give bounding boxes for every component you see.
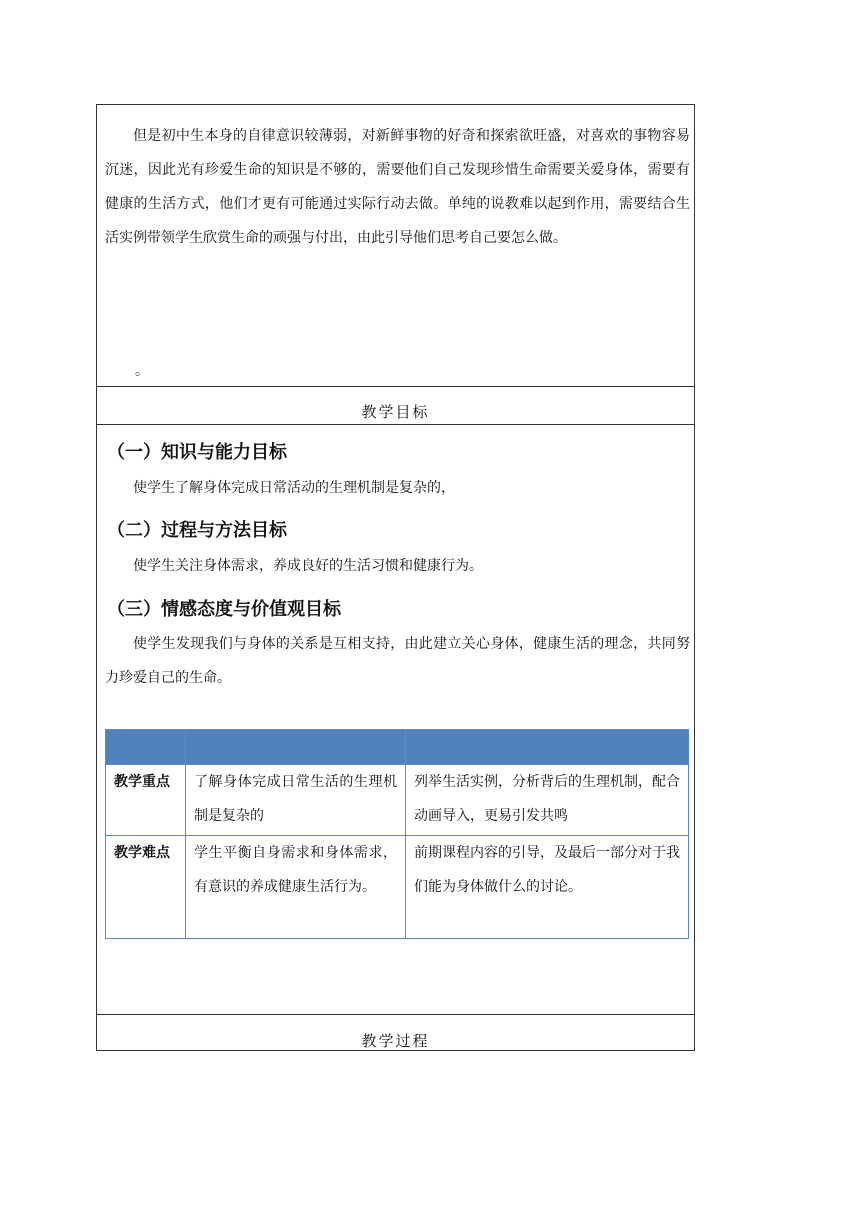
objective-text-1: 使学生了解身体完成日常活动的生理机制是复杂的， (133, 480, 455, 496)
header-cell (186, 730, 406, 765)
row-method-key-points: 列举生活实例，分析背后的生理机制，配合动画导入，更易引发共鸣 (406, 765, 689, 836)
table-header-row (106, 730, 689, 765)
table-row (106, 836, 689, 939)
row-label-key-points: 教学重点 (106, 765, 186, 836)
row-content-difficulties: 学生平衡自身需求和身体需求，有意识的养成健康生活行为。 (186, 836, 406, 939)
intro-trailing-mark: 。 (135, 363, 149, 379)
row-label-difficulties: 教学难点 (106, 836, 186, 939)
objective-heading-2: （二）过程与方法目标 (107, 520, 287, 541)
header-cell (106, 730, 186, 765)
objective-heading-1: （一）知识与能力目标 (107, 442, 287, 463)
header-cell (406, 730, 689, 765)
row-content-key-points: 了解身体完成日常生活的生理机制是复杂的 (186, 765, 406, 836)
divider (97, 1014, 694, 1015)
objective-text-2: 使学生关注身体需求，养成良好的生活习惯和健康行为。 (133, 558, 483, 574)
divider (97, 424, 694, 425)
key-points-table (105, 729, 689, 939)
divider (97, 386, 694, 387)
row-method-difficulties: 前期课程内容的引导，及最后一部分对于我们能为身体做什么的讨论。 (406, 836, 689, 939)
objective-text-3: 使学生发现我们与身体的关系是互相支持，由此建立关心身体，健康生活的理念，共同努力珍爱自己的生命。 (105, 636, 690, 686)
section-title-objectives: 教学目标 (361, 403, 430, 421)
table-row (106, 765, 689, 836)
intro-paragraph: 但是初中生本身的自律意识较薄弱，对新鲜事物的好奇和探索欲旺盛，对喜欢的事物容易沉迷，因此光有珍爱生命的知识是不够的，需要他们自己发现珍惜生命需要关爱身体，需要有健康的生活方式，他们才更有可能通过实际行动去做。单纯的说教难以起到作用，需要结合生活实例带领学生欣赏生命的顽强与付出，由此引导他们思考自己要怎么做。 (105, 128, 690, 246)
objective-heading-3: （三）情感态度与价值观目标 (107, 599, 341, 620)
lesson-plan-frame (96, 104, 695, 1051)
section-title-process: 教学过程 (361, 1032, 430, 1050)
